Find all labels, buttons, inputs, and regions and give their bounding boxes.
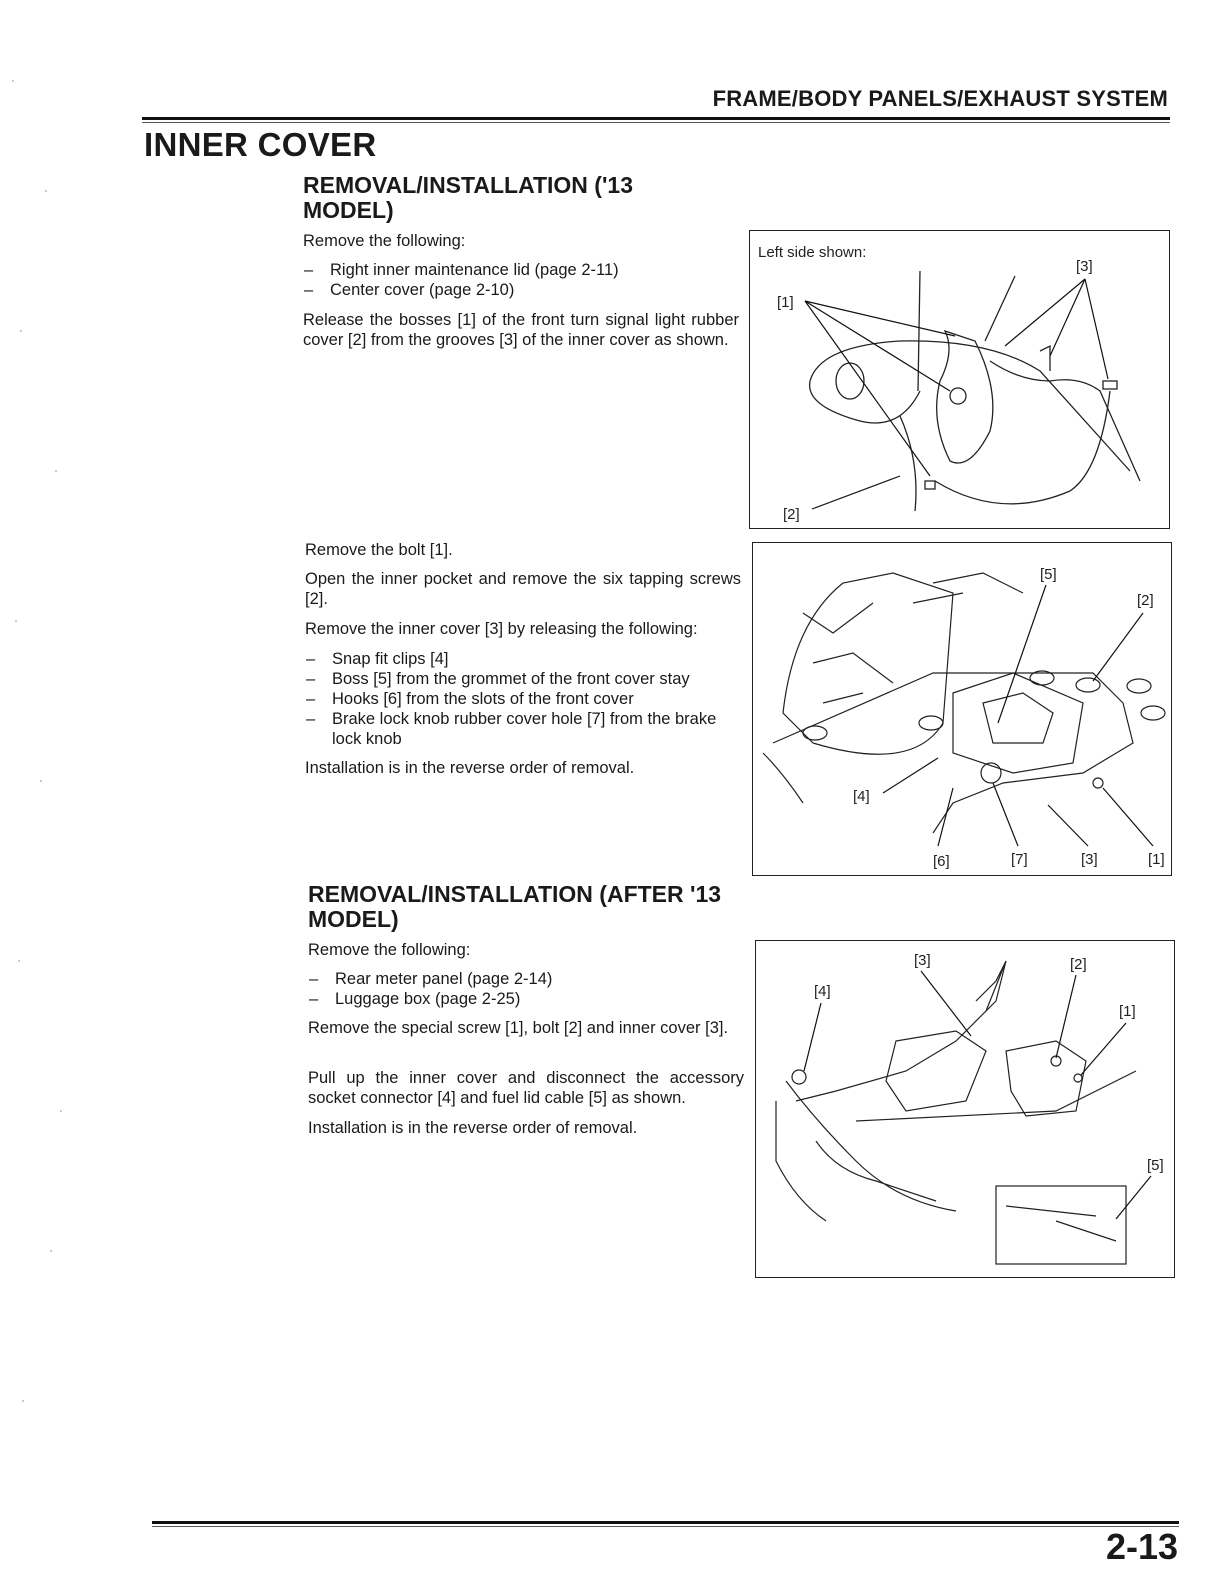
- section2-para2: Remove the special screw [1], bolt [2] and inner cover [3].: [308, 1019, 729, 1037]
- footer-rule-thin: [152, 1526, 1179, 1527]
- list-item: – Luggage box (page 2-25): [309, 990, 521, 1008]
- scan-speck: [12, 80, 14, 82]
- figure1-label: [3]: [1076, 258, 1093, 275]
- scan-speck: [50, 1250, 52, 1252]
- figure1-caption: Left side shown:: [758, 244, 867, 261]
- list-item: – Center cover (page 2-10): [304, 281, 515, 299]
- figure2-label: [4]: [853, 788, 870, 805]
- list-item: – Right inner maintenance lid (page 2-11): [304, 261, 619, 279]
- section-header-title: FRAME/BODY PANELS/EXHAUST SYSTEM: [712, 86, 1168, 111]
- section1-para1: Remove the following:: [303, 232, 466, 250]
- figure3-label: [3]: [914, 952, 931, 969]
- section1-list2: [304, 649, 746, 749]
- scan-speck: [60, 1110, 62, 1112]
- section2-heading: REMOVAL/INSTALLATION (AFTER '13 MODEL): [308, 881, 722, 932]
- scan-speck: [15, 620, 17, 622]
- figure1-label: [2]: [783, 506, 800, 523]
- figure3-label: [5]: [1147, 1157, 1164, 1174]
- header-rule-thin: [142, 122, 1170, 123]
- figure2-label: [3]: [1081, 851, 1098, 868]
- figure-inner-cover-13-model: [752, 542, 1172, 876]
- callout-arrows: [883, 585, 1153, 846]
- header-rule: [142, 117, 1170, 120]
- scan-speck: [40, 780, 42, 782]
- callout-arrows: [805, 279, 1108, 509]
- figure2-label: [1]: [1148, 851, 1165, 868]
- figure1-label: [1]: [777, 294, 794, 311]
- section1-para4: Open the inner pocket and remove the six tapping screws [2].: [305, 570, 741, 608]
- scan-speck: [55, 470, 57, 472]
- scan-speck: [45, 190, 47, 192]
- list-item: – Snap fit clips [4]: [306, 650, 449, 668]
- section1-para5: Remove the inner cover [3] by releasing the following:: [305, 620, 698, 638]
- scan-speck: [18, 960, 20, 962]
- scan-speck: [22, 1400, 24, 1402]
- page-number: 2-13: [1105, 1526, 1178, 1567]
- figure3-label: [2]: [1070, 956, 1087, 973]
- list-item: – Hooks [6] from the slots of the front cover: [306, 690, 634, 708]
- scan-speck: [20, 330, 22, 332]
- section2-para3: Pull up the inner cover and disconnect the accessory socket connector [4] and fuel lid cable [5] as shown.: [308, 1069, 744, 1107]
- section1-heading: REMOVAL/INSTALLATION ('13 MODEL): [303, 172, 634, 223]
- figure2-label: [2]: [1137, 592, 1154, 609]
- page-title: INNER COVER: [144, 126, 377, 163]
- figure2-label: [5]: [1040, 566, 1057, 583]
- section1-list1: [302, 260, 742, 300]
- turn-signal-drawing: [810, 271, 1140, 511]
- figure-inner-cover-after-13-model: [755, 940, 1175, 1278]
- figure2-label: [7]: [1011, 851, 1028, 868]
- figure3-label: [1]: [1119, 1003, 1136, 1020]
- section1-para6: Installation is in the reverse order of removal.: [305, 759, 635, 777]
- section1-para2: Release the bosses [1] of the front turn signal light rubber cover [2] from the grooves [3] of the inner cover as shown.: [303, 311, 739, 349]
- figure-turn-signal-rubber-cover: [749, 230, 1170, 529]
- figure2-label: [6]: [933, 853, 950, 870]
- section2-list1: [307, 969, 747, 1009]
- section2-para1: Remove the following:: [308, 941, 471, 959]
- section2-para4: Installation is in the reverse order of removal.: [308, 1119, 638, 1137]
- section1-para3: Remove the bolt [1].: [305, 541, 453, 559]
- list-item: – Rear meter panel (page 2-14): [309, 970, 553, 988]
- inner-cover-drawing: [776, 961, 1136, 1264]
- inner-cover-drawing: [763, 573, 1165, 833]
- list-item: – Boss [5] from the grommet of the front cover stay: [306, 670, 690, 688]
- callout-arrows: [804, 971, 1151, 1219]
- list-item: – Brake lock knob rubber cover hole [7] from the brake lock knob: [306, 710, 717, 748]
- figure3-label: [4]: [814, 983, 831, 1000]
- footer-rule: [152, 1521, 1179, 1524]
